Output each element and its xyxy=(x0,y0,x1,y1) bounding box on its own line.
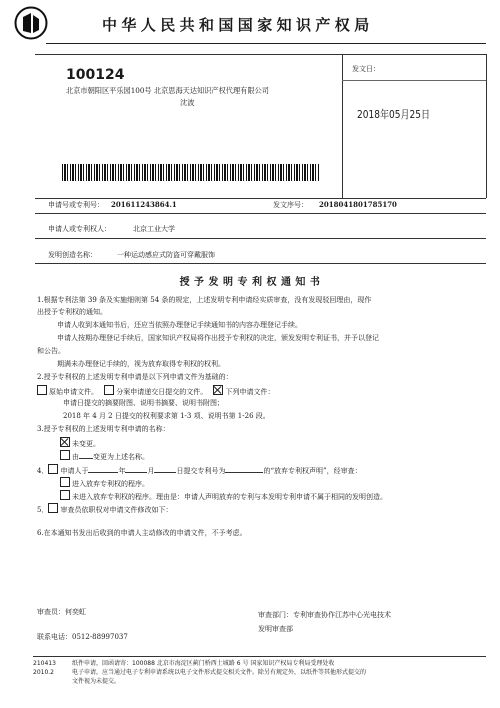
p5-text: 审查员依职权对申请文件修改如下： xyxy=(60,506,173,514)
issue-date-label: 发文日： xyxy=(352,65,380,73)
notice-p1-line3: 申请人收到本通知书后，还应当依照办理登记手续通知书的内容办理登记手续。 xyxy=(57,321,302,329)
waiver-accepted-checkbox xyxy=(60,477,70,487)
box-right xyxy=(486,54,487,198)
info-rule-2 xyxy=(35,238,486,239)
notice-p1-line6: 期满未办理登记手续的，视为放弃取得专利权的权利。 xyxy=(57,360,225,368)
serial-number-label: 发文序号： xyxy=(273,201,308,209)
amendment-checkbox xyxy=(48,503,58,513)
invention-title: 一种运动感应式防盗可穿戴服饰 xyxy=(117,251,215,259)
info-rule-1 xyxy=(35,213,486,214)
name-changed-from: 由 xyxy=(72,453,79,461)
barcode xyxy=(62,164,320,181)
contact-phone: 联系电话：0512-88997037 xyxy=(37,633,128,641)
applicant-name: 北京工业大学 xyxy=(133,225,175,233)
serial-number: 2018041801785170 xyxy=(319,200,397,209)
notice-p1-line5: 和公告。 xyxy=(37,347,65,355)
following-files-checkbox xyxy=(213,385,223,395)
p4-number: 4． xyxy=(37,467,49,475)
e-filing-note: 电子申请，应当通过电子专利申请系统以电子文件形式提交相关文件。除另有规定外，以纸件等其他形式提交的 xyxy=(72,669,367,676)
waiver-day-blank xyxy=(154,472,176,473)
notice-p1-line1: 1.根据专利法第 39 条及实施细则第 54 条的规定，上述发明专利申请经实质审查，没有发现驳回理由，现作 xyxy=(37,296,372,304)
invention-title-label: 发明创造名称： xyxy=(48,251,97,259)
issue-date: 2018年05月25日 xyxy=(357,108,430,121)
notice-p4-line1 xyxy=(37,464,362,476)
form-code: 210413 xyxy=(33,660,56,667)
application-number: 201611243864.1 xyxy=(111,200,177,209)
notice-p2-line1: 2.授予专利权的上述发明专利申请是以下列申请文件为基础的： xyxy=(37,373,233,381)
office-name: 中华人民共和国国家知识产权局 xyxy=(102,16,374,34)
examination-department-line2: 发明审查部 xyxy=(258,625,293,633)
waiver-rejected-checkbox xyxy=(60,490,70,500)
footer-rule xyxy=(33,656,486,657)
examiner-name: 审查员：何奕虹 xyxy=(37,608,86,616)
paper-filing-note: 纸件申请，回函请寄：100088 北京市海淀区蓟门桥西土城路 6 号 国家知识产权局专利局受理处收 xyxy=(72,660,335,667)
waiver-accepted-row xyxy=(60,477,149,489)
waiver-rejected-label: 未进入放弃专利权的程序。理由是：申请人声明放弃的专利与本发明专利申请不属于相同的发明创造。 xyxy=(72,493,387,501)
notice-p1-line2: 出授予专利权的通知。 xyxy=(37,308,107,316)
issue-date-label-rule xyxy=(342,80,486,81)
waiver-year-blank xyxy=(88,472,118,473)
box-bottom xyxy=(35,198,486,199)
name-unchanged-checkbox xyxy=(60,437,70,447)
notice-p6: 6.在本通知书发出后收到的申请人主动修改的申请文件，不予考虑。 xyxy=(37,529,247,537)
info-rule-3 xyxy=(35,263,486,264)
name-unchanged-label: 未变更。 xyxy=(72,440,100,448)
following-files-label: 下列申请文件： xyxy=(225,388,275,396)
original-files-checkbox xyxy=(37,385,47,395)
applicant-label: 申请人或专利权人： xyxy=(48,225,111,233)
waiver-month-blank xyxy=(125,472,147,473)
p4-statement: 的“放弃专利权声明”，经审查： xyxy=(263,467,362,475)
p4-day: 日提交专利号为 xyxy=(176,467,226,475)
notice-p2-line4: 2018 年 4 月 2 日提交的权利要求第 1-3 项、说明书第 1-26 段。 xyxy=(63,412,270,420)
notice-p2-line3: 申请日提交的摘要附图、说明书摘要、说明书附图； xyxy=(63,399,224,407)
name-unchanged-row xyxy=(60,437,100,449)
examination-department: 审查部门：专利审查协作江苏中心光电技术 xyxy=(258,611,391,619)
waiver-patent-blank xyxy=(225,472,263,473)
p4-year: 年 xyxy=(118,467,126,475)
box-top xyxy=(35,54,486,55)
waiver-rejected-row xyxy=(60,490,387,502)
notice-p2-options xyxy=(37,385,274,397)
notice-p5 xyxy=(37,503,172,515)
box-divider xyxy=(342,54,343,198)
p4-applicant: 申请人于 xyxy=(60,467,89,475)
notice-p3-line1: 3.授予专利权的上述发明专利申请的名称： xyxy=(37,425,170,433)
notice-title: 授 予 发 明 专 利 权 通 知 书 xyxy=(179,277,321,288)
recipient-address: 北京市朝阳区平乐园100号 北京思海天达知识产权代理有限公司 xyxy=(66,86,269,95)
waiver-accepted-label: 进入放弃专利权的程序。 xyxy=(72,480,149,488)
divisional-files-label: 分案申请递交日提交的文件。 xyxy=(116,388,208,396)
e-filing-note-line2: 文件视为未提交。 xyxy=(72,678,121,685)
former-name-blank xyxy=(79,458,93,459)
notice-p1-line4: 申请人按期办理登记手续后，国家知识产权局将作出授予专利权的决定，颁发发明专利证书，并予以登记 xyxy=(57,334,379,342)
header-rule xyxy=(46,43,486,44)
p5-number: 5． xyxy=(37,506,49,514)
divisional-files-checkbox xyxy=(104,385,114,395)
postal-code: 100124 xyxy=(66,67,125,83)
form-version: 2010.2 xyxy=(33,669,54,676)
recipient-name: 沈波 xyxy=(180,98,195,107)
name-changed-row xyxy=(60,450,149,462)
name-changed-to: 变更为上述名称。 xyxy=(93,453,149,461)
cnipa-logo xyxy=(14,6,48,40)
name-changed-checkbox xyxy=(60,450,70,460)
p4-month: 月 xyxy=(147,467,155,475)
original-files-label: 原始申请文件。 xyxy=(49,388,98,396)
application-number-label: 申请号或专利号： xyxy=(48,201,104,209)
waiver-checkbox xyxy=(48,464,58,474)
